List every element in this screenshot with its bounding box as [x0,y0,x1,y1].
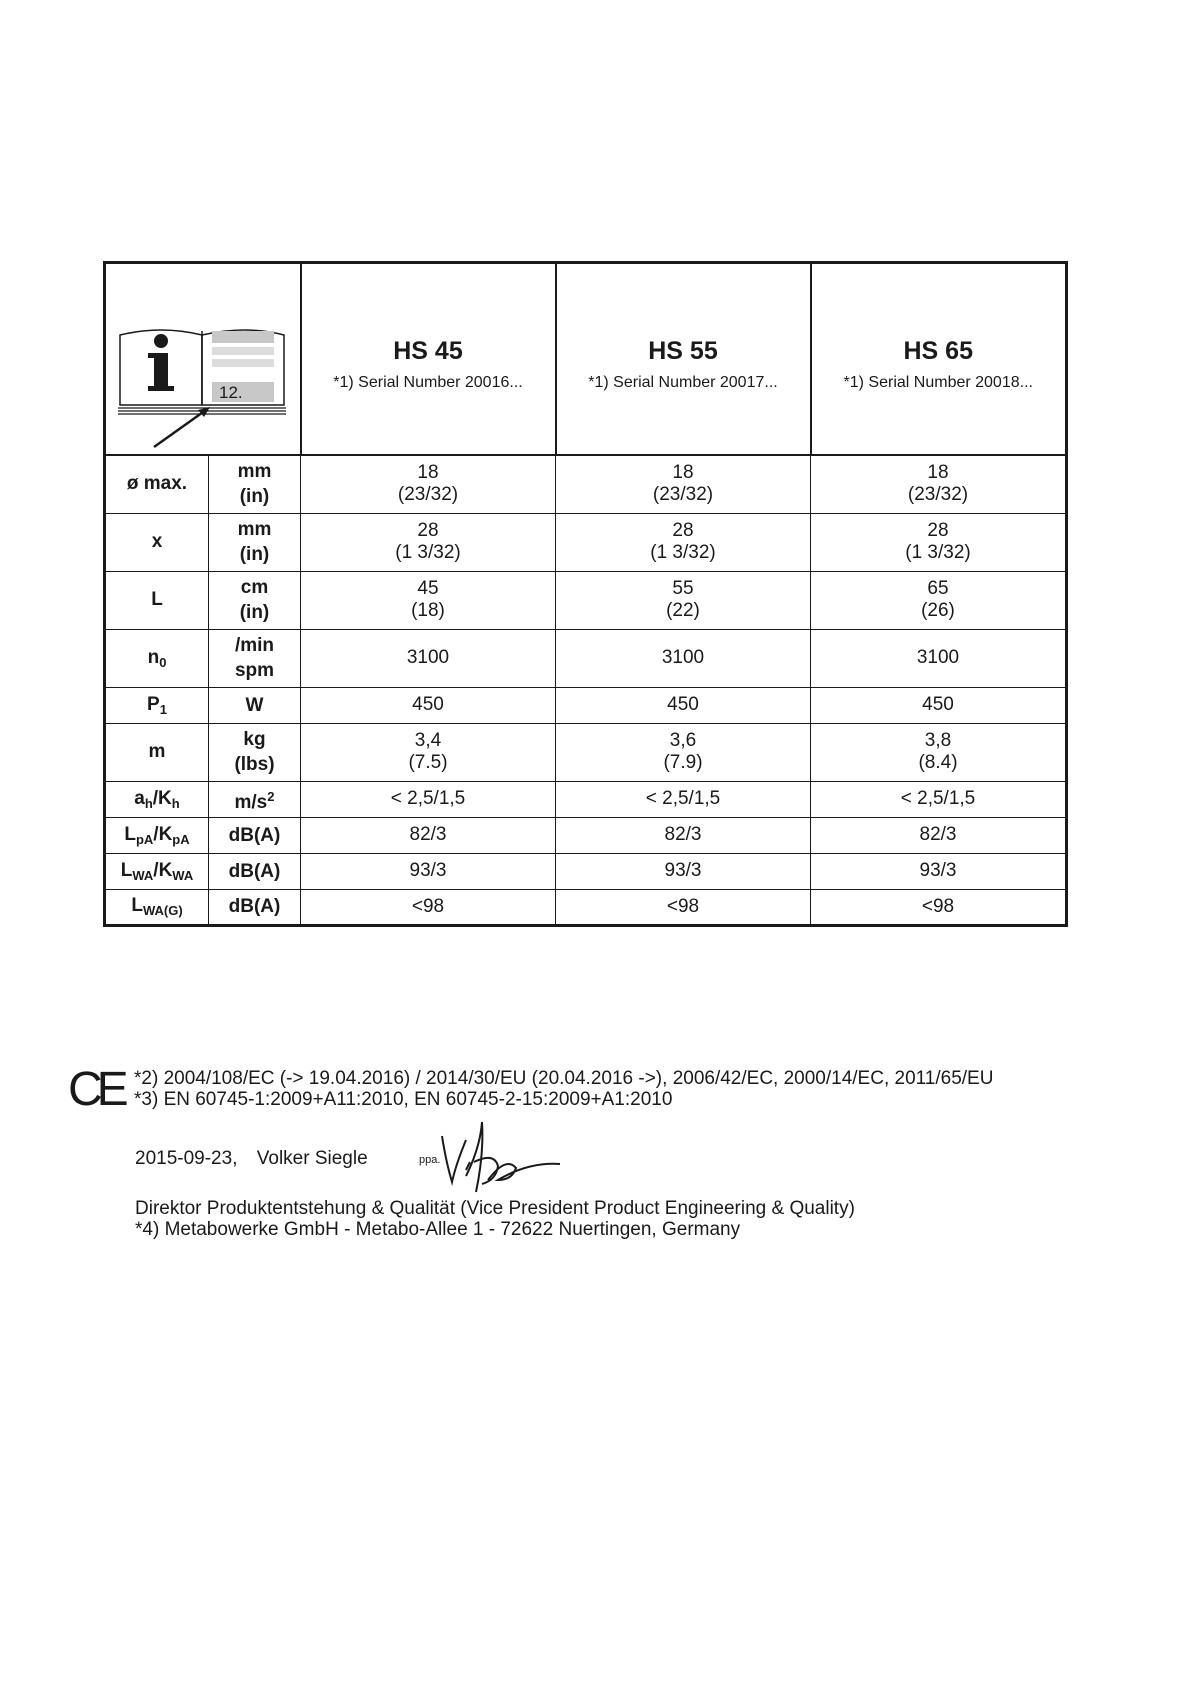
row-symbol: $n_0$ [105,629,209,687]
row-value: < 2,5/1,5 [811,781,1067,817]
model-header-hs45 [301,263,556,456]
ppa-label: ppa. [419,1154,441,1166]
row-value: 18 (23/32) [556,455,811,513]
row-value: 450 [301,687,556,723]
row-value: <98 [811,889,1067,925]
row-value: 3,4 (7.5) [301,723,556,781]
row-symbol: x [105,513,209,571]
row-unit: $m/s^2$ [209,781,301,817]
table-row [105,781,1067,817]
row-unit: dB(A) [209,817,301,853]
row-value: 93/3 [811,853,1067,889]
spec-table [103,261,1068,927]
manual-book-icon [106,269,302,449]
row-symbol: ø max. [105,455,209,513]
table-row [105,513,1067,571]
row-value: <98 [556,889,811,925]
row-value: 45 (18) [301,571,556,629]
row-value: 18 (23/32) [811,455,1067,513]
footer [135,1198,855,1240]
table-row [105,629,1067,687]
ce-standards-line: *3) EN 60745-1:2009+A11:2010, EN 60745-2-15:2009+A1:2010 [134,1089,673,1110]
table-row [105,853,1067,889]
model-name: HS 55 [648,336,718,365]
row-value: 82/3 [556,817,811,853]
row-value: 93/3 [556,853,811,889]
row-unit: mm (in) [209,455,301,513]
table-row [105,687,1067,723]
row-value: 55 (22) [556,571,811,629]
table-row [105,817,1067,853]
row-value: 3,8 (8.4) [811,723,1067,781]
row-value: 18 (23/32) [301,455,556,513]
row-unit: mm (in) [209,513,301,571]
row-value: 3100 [811,629,1067,687]
row-value: 3,6 (7.9) [556,723,811,781]
row-value: 3100 [301,629,556,687]
signature-date: 2015-09-23, [135,1148,238,1169]
row-value: 82/3 [301,817,556,853]
signature-line [135,1148,368,1170]
row-symbol: m [105,723,209,781]
row-unit: dB(A) [209,853,301,889]
handwritten-signature [436,1118,566,1196]
ce-directives [134,1068,993,1110]
model-serial: *1) Serial Number 20018... [843,373,1033,391]
row-value: < 2,5/1,5 [556,781,811,817]
row-unit: cm (in) [209,571,301,629]
model-serial: *1) Serial Number 20016... [333,373,523,391]
row-value: 3100 [556,629,811,687]
model-name: HS 45 [393,336,463,365]
table-row [105,889,1067,925]
row-unit: /min spm [209,629,301,687]
row-value: 450 [811,687,1067,723]
manual-reference-cell [105,263,301,456]
row-symbol: $P_1$ [105,687,209,723]
row-value: 65 (26) [811,571,1067,629]
model-serial: *1) Serial Number 20017... [588,373,778,391]
row-symbol: $a_h/K_h$ [105,781,209,817]
table-row [105,723,1067,781]
model-header-hs65 [811,263,1067,456]
row-symbol: L [105,571,209,629]
signatory-title: Direktor Produktentstehung & Qualität (Vice President Product Engineering & Quality) [135,1198,855,1219]
row-value: 28 (1 3/32) [556,513,811,571]
row-value: 93/3 [301,853,556,889]
model-name: HS 65 [903,336,973,365]
model-header-hs55 [556,263,811,456]
manual-page-reference: 12. [219,383,243,402]
row-value: 28 (1 3/32) [301,513,556,571]
ce-mark-icon: CE [68,1063,123,1116]
row-symbol: $L_{WA}/K_{WA}$ [105,853,209,889]
row-symbol: $L_{WA(G)}$ [105,889,209,925]
ce-directives-line: *2) 2004/108/EC (-> 19.04.2016) / 2014/30/EU (20.04.2016 ->), 2006/42/EC, 2000/14/EC, 2011/65/EU [134,1068,994,1089]
row-value: < 2,5/1,5 [301,781,556,817]
row-symbol: $L_{pA}/K_{pA}$ [105,817,209,853]
company-address: *4) Metabowerke GmbH - Metabo-Allee 1 - 72622 Nuertingen, Germany [135,1219,741,1240]
table-header-row [105,263,1067,456]
signatory-name: Volker Siegle [256,1148,368,1169]
table-row [105,571,1067,629]
row-value: 450 [556,687,811,723]
row-value: 28 (1 3/32) [811,513,1067,571]
row-value: <98 [301,889,556,925]
row-unit: dB(A) [209,889,301,925]
row-value: 82/3 [811,817,1067,853]
row-unit: kg (lbs) [209,723,301,781]
table-row [105,455,1067,513]
row-unit: W [209,687,301,723]
